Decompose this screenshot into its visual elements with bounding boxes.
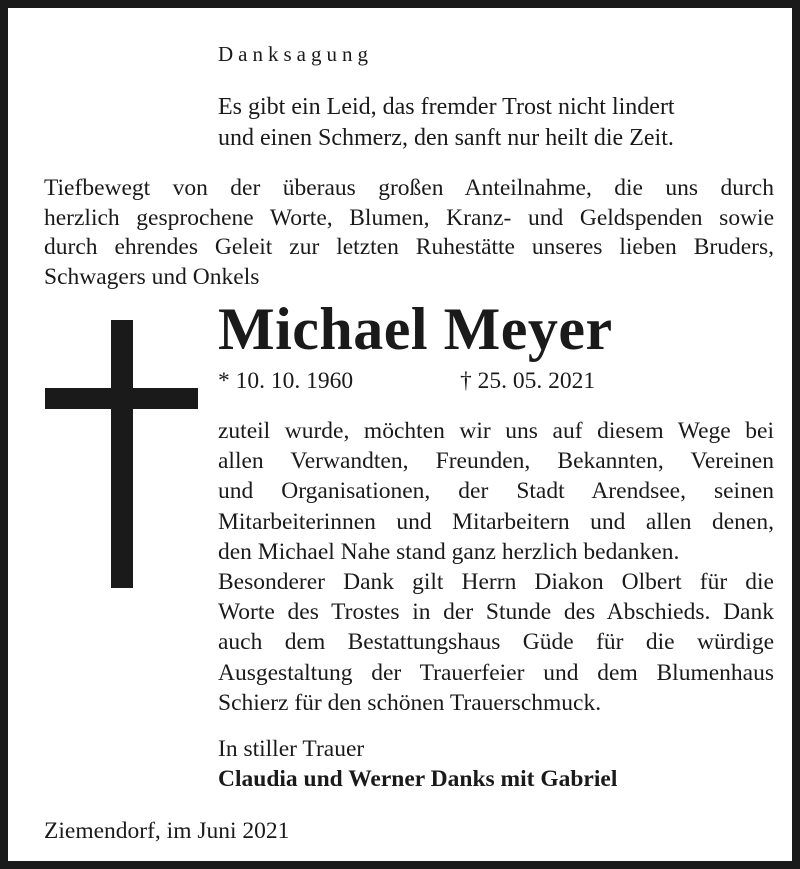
cross-vertical-bar bbox=[111, 320, 133, 588]
body-line: Worte des Trostes in der Stunde des Abschieds. Dank bbox=[218, 599, 774, 626]
cross-horizontal-bar bbox=[45, 388, 198, 409]
intro-line: Tiefbewegt von der überaus großen Anteilnahme, die uns durch bbox=[44, 175, 774, 201]
motto-line: und einen Schmerz, den sanft nur heilt die Zeit. bbox=[218, 125, 674, 151]
body-line: Ausgestaltung der Trauerfeier und dem Blumenhaus bbox=[218, 659, 774, 686]
birth-date: * 10. 10. 1960 bbox=[218, 368, 354, 394]
notice-heading: Danksagung bbox=[218, 42, 373, 66]
body-line: zuteil wurde, möchten wir uns auf diesem Wege bei bbox=[218, 418, 774, 444]
body-line: und Organisationen, der Stadt Arendsee, seinen bbox=[218, 478, 774, 505]
motto-line: Es gibt ein Leid, das fremder Trost nicht lindert bbox=[218, 94, 675, 120]
death-date: † 25. 05. 2021 bbox=[460, 368, 596, 394]
mourning-line: In stiller Trauer bbox=[218, 736, 365, 762]
body-line: Schierz für den schönen Trauerschmuck. bbox=[218, 689, 602, 716]
signatories: Claudia und Werner Danks mit Gabriel bbox=[218, 766, 618, 792]
body-line: allen Verwandten, Freunden, Bekannten, Vereinen bbox=[218, 448, 774, 475]
intro-paragraph bbox=[44, 174, 774, 292]
place-date: Ziemendorf, im Juni 2021 bbox=[44, 818, 290, 844]
body-line: auch dem Bestattungshaus Güde für die würdige bbox=[218, 629, 774, 656]
thanks-paragraph bbox=[218, 416, 774, 718]
motto-verse bbox=[218, 92, 675, 154]
intro-line: durch ehrendes Geleit zur letzten Ruhestätte unseres lieben Bruders, bbox=[44, 234, 774, 260]
body-line: Mitarbeiterinnen und Mitarbeitern und allen denen, bbox=[218, 508, 774, 535]
deceased-name: Michael Meyer bbox=[218, 296, 613, 362]
intro-line: Schwagers und Onkels bbox=[44, 263, 260, 290]
body-line: Besonderer Dank gilt Herrn Diakon Olbert für die bbox=[218, 568, 774, 595]
intro-line: herzlich gesprochene Worte, Blumen, Kranz- und Geldspenden sowie bbox=[44, 204, 774, 231]
body-line: den Michael Nahe stand ganz herzlich bedanken. bbox=[218, 538, 680, 565]
